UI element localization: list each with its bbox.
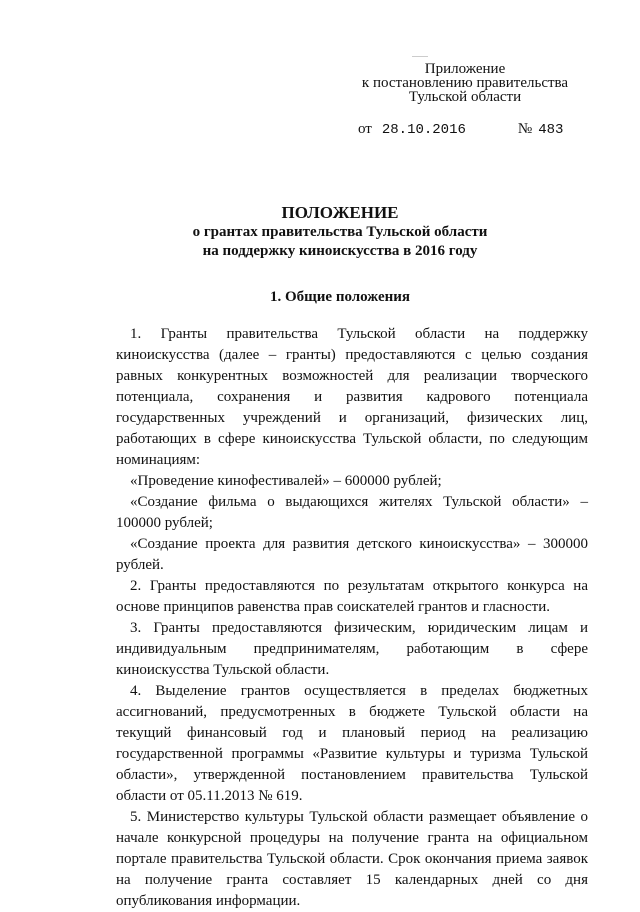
document-title — [120, 203, 560, 261]
title-line-2: о грантах правительства Тульской области — [192, 224, 488, 240]
appendix-line-1: Приложение — [424, 61, 506, 77]
title-line-3: на поддержку киноискусства в 2016 году — [202, 243, 478, 259]
scan-mark — [412, 56, 428, 60]
appendix-header — [330, 62, 600, 104]
nomination-1: «Проведение кинофестивалей» – 600000 рублей; — [130, 473, 442, 489]
section-heading: 1. Общие положения — [269, 289, 411, 305]
from-label: от — [358, 121, 372, 137]
paragraph-2: 2. Гранты предоставляются по результатам открытого конкурса на основе принципов равенства прав соискателей грантов и гласности. — [116, 578, 588, 615]
nomination-2: «Создание фильма о выдающихся жителях Тульской области» – 100000 рублей; — [116, 494, 588, 531]
title-main: ПОЛОЖЕНИЕ — [281, 203, 399, 222]
paragraph-4: 4. Выделение грантов осуществляется в пределах бюджетных ассигнований, предусмотренных в бюджете Тульской области на текущий финансовый год и плановый период на реализацию государственной программы «Развитие культуры и туризма Тульской области», утвержденной постановлением правительства Тульской области от 05.11.2013 № 619. — [116, 683, 588, 804]
paragraph-1: 1. Гранты правительства Тульской области на поддержку киноискусства (далее – гранты) предоставляются с целью создания равных конкурентных возможностей для реализации творческого потенциала, сохранения и развития кадрового потенциала государственных учреждений и организаций, физических лиц, работающих в сфере киноискусства Тульской области, по следующим номинациям: — [116, 326, 588, 468]
appendix-line-3: Тульской области — [408, 89, 522, 105]
appendix-line-2: к постановлению правительства — [361, 75, 569, 91]
document-number: 483 — [538, 122, 564, 138]
paragraph-5: 5. Министерство культуры Тульской области размещает объявление о начале конкурсной процедуры на получение гранта на официальном портале правительства Тульской области. Срок окончания приема заявок на получение гранта составляет 15 календарных дней со дня опубликования информации. — [116, 809, 588, 909]
document-date: 28.10.2016 — [381, 122, 466, 138]
date-number-line — [358, 121, 563, 138]
number-label: № — [517, 121, 533, 137]
nomination-3: «Создание проекта для развития детского киноискусства» – 300000 рублей. — [116, 536, 588, 573]
paragraph-3: 3. Гранты предоставляются физическим, юридическим лицам и индивидуальным предпринимателям, работающим в сфере киноискусства Тульской области. — [116, 620, 588, 678]
document-body — [116, 324, 588, 912]
